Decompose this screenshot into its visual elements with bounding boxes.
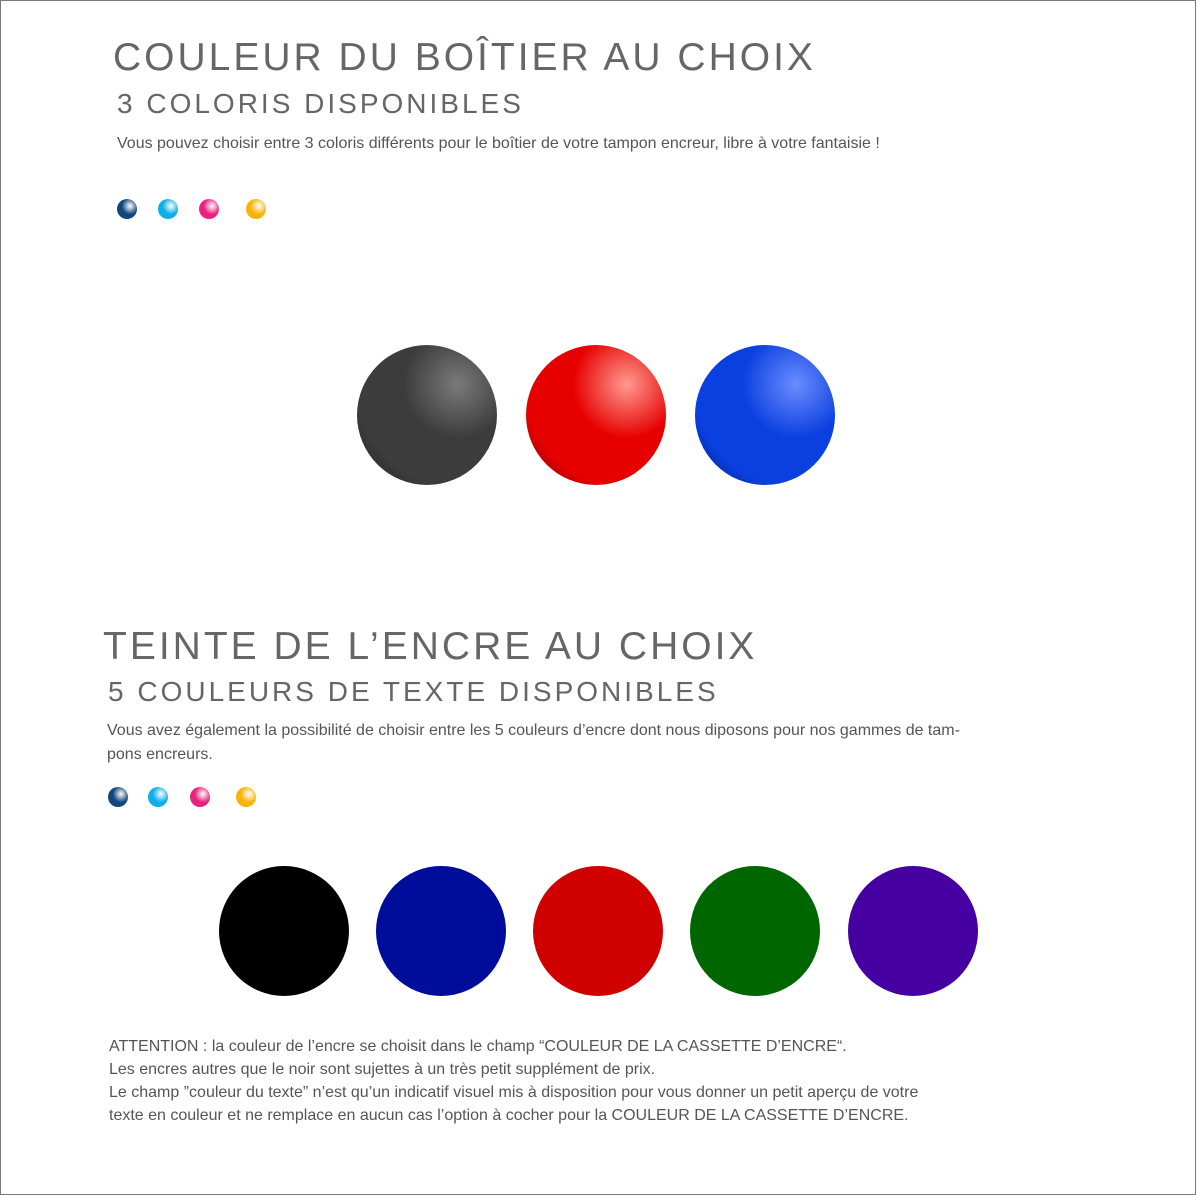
red-sphere-icon[interactable] — [526, 345, 666, 485]
blue-sphere-icon[interactable] — [695, 345, 835, 485]
accent-dot-yellow — [236, 787, 256, 807]
case-color-title: COULEUR DU BOÎTIER AU CHOIX — [113, 36, 816, 79]
accent-dots-case — [117, 199, 277, 219]
notice-line-2: Les encres autres que le noir sont sujettes à un très petit supplément de prix. — [109, 1061, 656, 1078]
blue-ink-circle-icon[interactable] — [376, 866, 506, 996]
accent-dot-magenta — [190, 787, 210, 807]
notice-line-1: ATTENTION : la couleur de l’encre se choisit dans le champ “COULEUR DE LA CASSETTE D’ENCRE“. — [109, 1038, 847, 1055]
black-sphere-icon[interactable] — [357, 345, 497, 485]
black-ink-circle-icon[interactable] — [219, 866, 349, 996]
accent-dot-cyan — [148, 787, 168, 807]
attention-notice — [109, 1035, 1049, 1127]
ink-color-title: TEINTE DE L’ENCRE AU CHOIX — [103, 625, 758, 668]
accent-dot-yellow — [246, 199, 266, 219]
accent-dot-magenta — [199, 199, 219, 219]
red-ink-circle-icon[interactable] — [533, 866, 663, 996]
ink-description-line-2: pons encreurs. — [107, 746, 213, 763]
case-color-subtitle: 3 COLORIS DISPONIBLES — [117, 88, 524, 119]
green-ink-circle-icon[interactable] — [690, 866, 820, 996]
notice-line-4: texte en couleur et ne remplace en aucun cas l’option à cocher pour la COULEUR DE LA CASSETTE D’ENCRE. — [109, 1107, 909, 1124]
accent-dots-ink — [108, 787, 268, 807]
ink-color-subtitle: 5 COULEURS DE TEXTE DISPONIBLES — [108, 676, 719, 707]
case-color-description: Vous pouvez choisir entre 3 coloris différents pour le boîtier de votre tampon encreur, libre à votre fantaisie ! — [117, 135, 880, 152]
ink-description-line-1: Vous avez également la possibilité de choisir entre les 5 couleurs d’encre dont nous diposons pour nos gammes de tam- — [107, 722, 960, 739]
notice-line-3: Le champ ”couleur du texte” n’est qu’un indicatif visuel mis à disposition pour vous donner un petit aperçu de votre — [109, 1084, 919, 1101]
accent-dot-cyan — [158, 199, 178, 219]
ink-color-description — [107, 719, 960, 767]
violet-ink-circle-icon[interactable] — [848, 866, 978, 996]
accent-dot-dark-blue — [117, 199, 137, 219]
accent-dot-dark-blue — [108, 787, 128, 807]
